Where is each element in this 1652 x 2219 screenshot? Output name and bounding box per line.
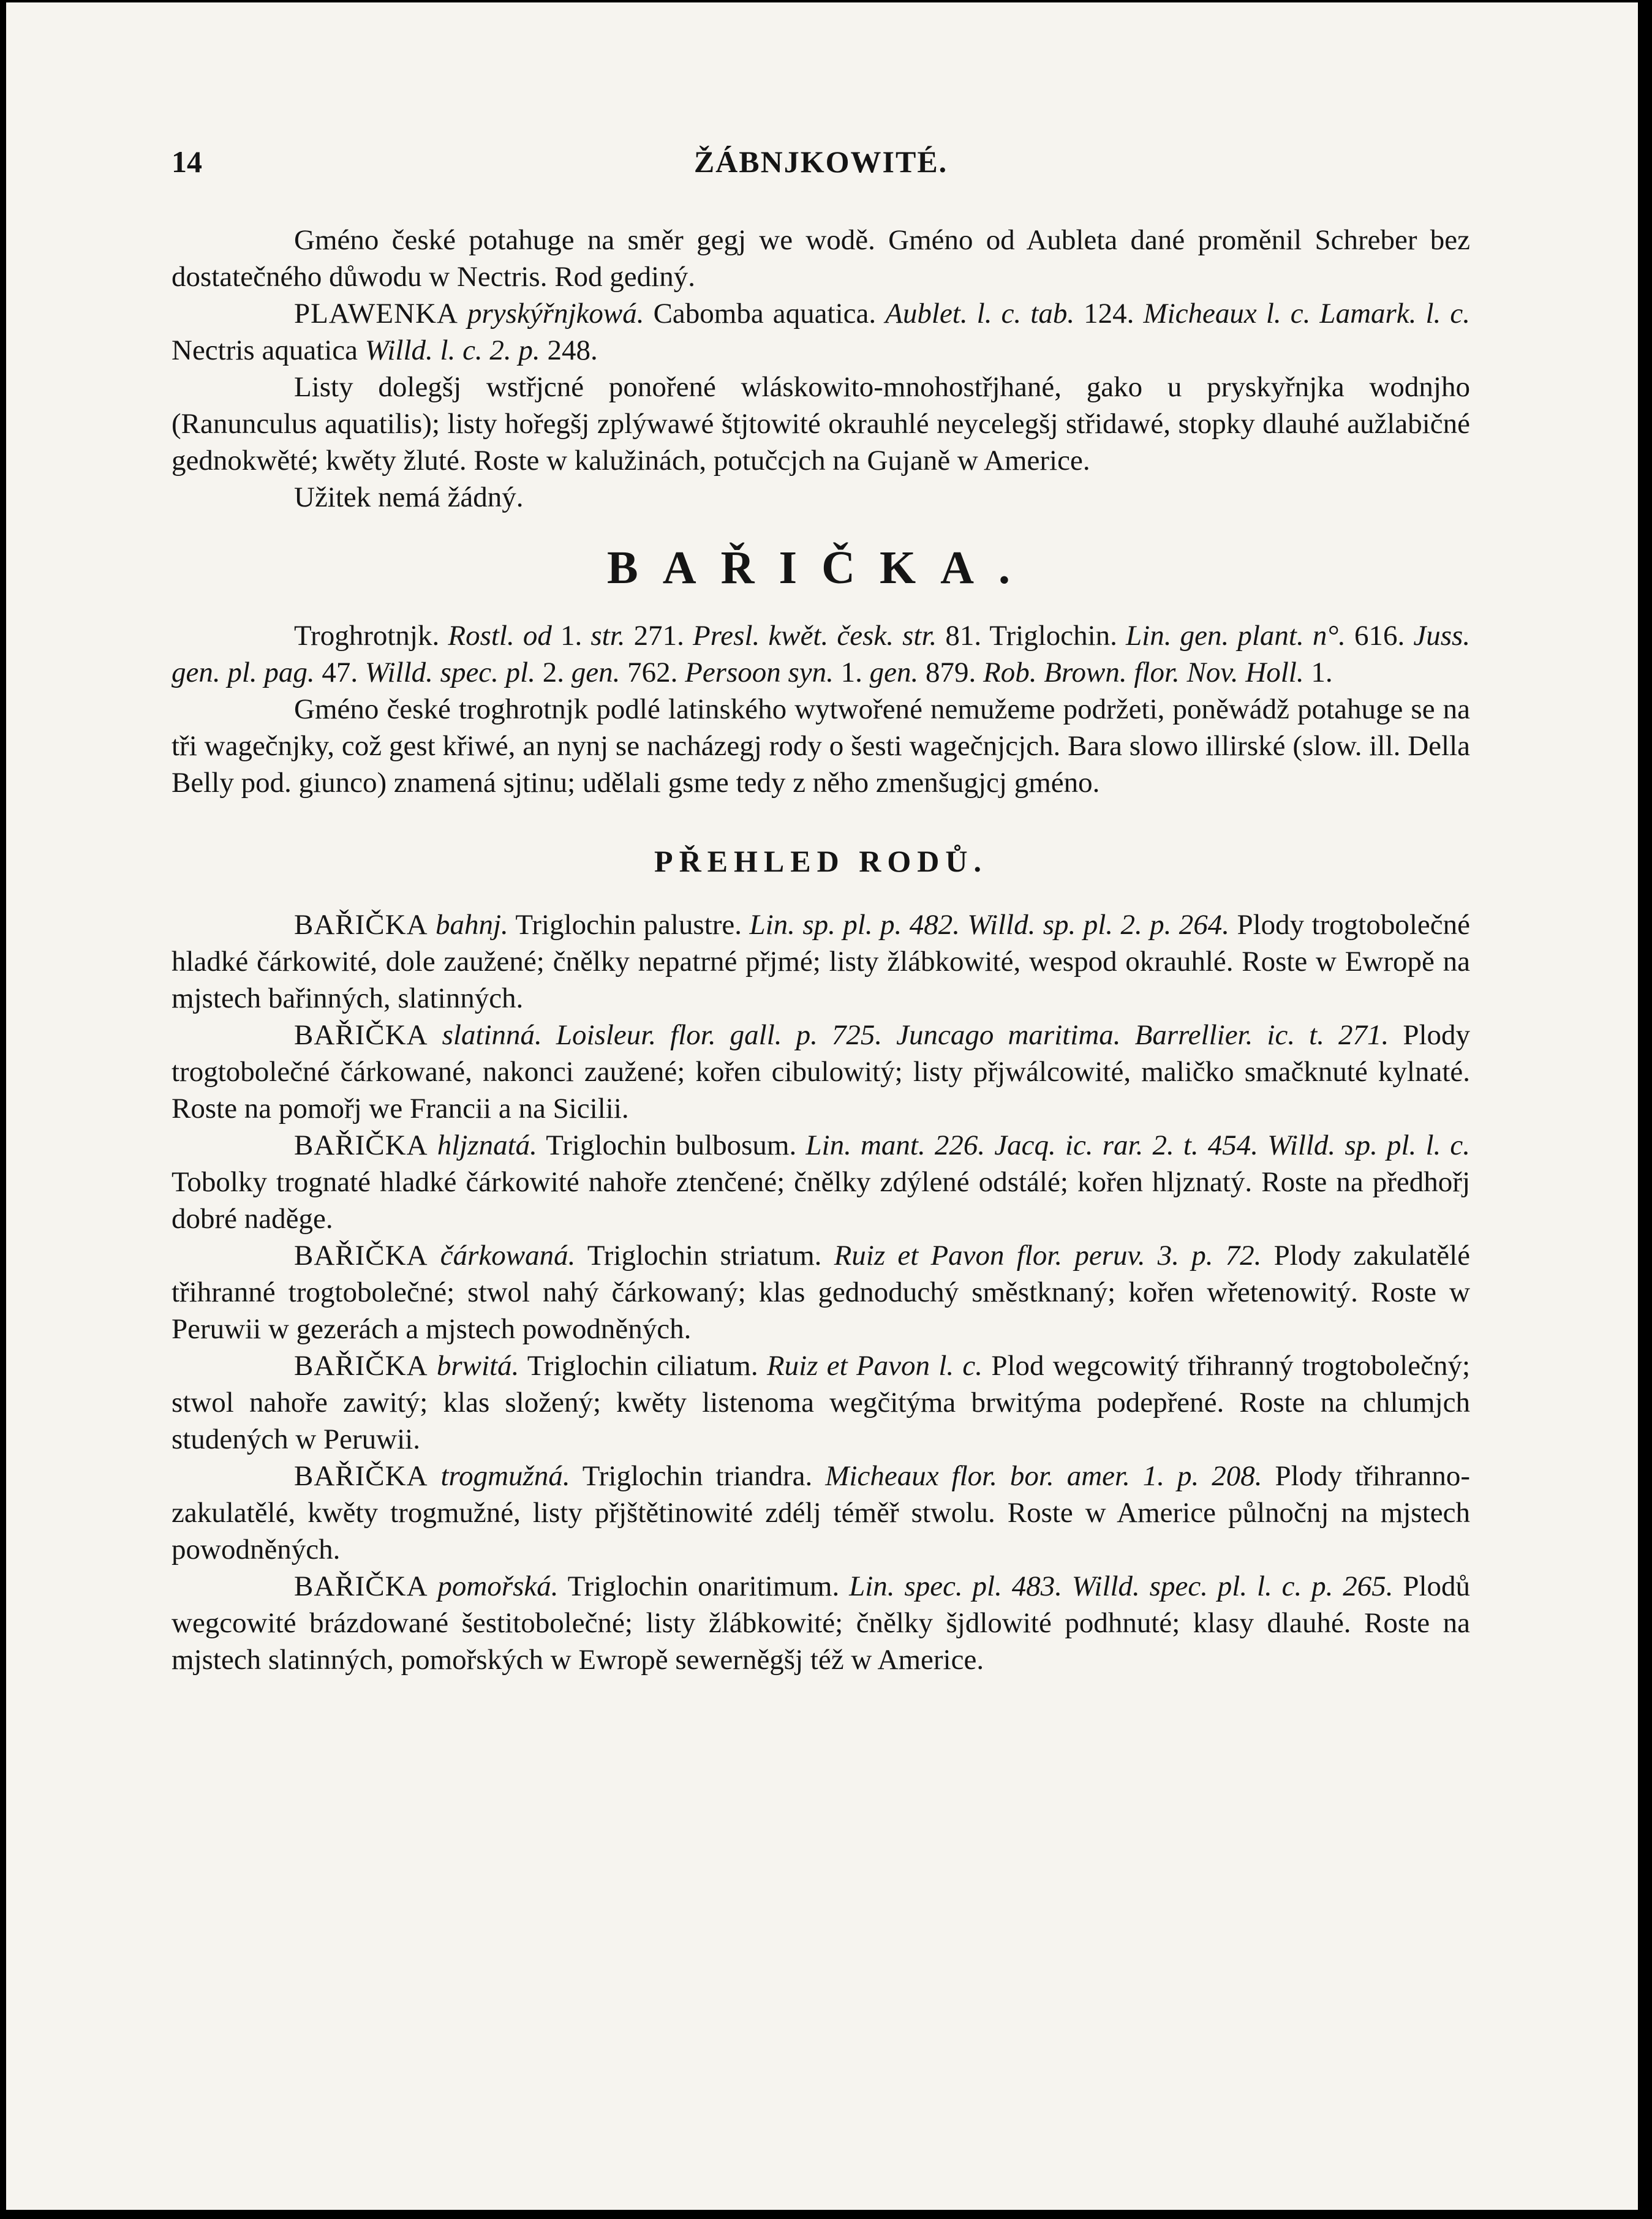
species-epithet: brwitá. [436,1350,519,1382]
synonym-text: 616. [1354,620,1405,652]
species-description: Plody třihranno-zakulatělé, kwěty trogmužné, listy přjštětinowité zdélj téměř stwolu. Roste w Americe půlnočnj na mjstech powodněných. [172,1460,1471,1565]
list-item [172,1017,1470,1127]
running-head [172,143,1470,186]
synonym-ref: gen. [869,657,919,688]
synonym-text: 879. [926,657,976,688]
species-epithet: slatinná. [442,1019,542,1051]
species-name: BAŘIČKA [294,1350,428,1382]
species-ref: Willd. l. c. 2. p. [364,334,540,366]
list-item [172,1568,1470,1678]
species-description: Plodů wegcowité brázdowané šestitobolečné; listy žlábkowité; čnělky šjdlowité podhnuté; klasy dlauhé. Roste na mjstech slatinných, pomořských w Ewropě sewerněgšj též w Americe. [172,1570,1471,1676]
synonym-text: Troghrotnjk. [294,620,440,652]
synonym-ref: str. [590,620,625,652]
synonym-ref: gen. [571,657,620,688]
book-page [6,2,1638,2210]
species-name: PLAWENKA [294,298,458,330]
species-name: BAŘIČKA [294,1129,428,1161]
species-entry-plawenka [172,295,1470,369]
species-name: BAŘIČKA [294,1240,428,1271]
species-reference: Ruiz et Pavon l. c. [766,1350,983,1382]
synonym-ref: Lin. gen. plant. n°. [1126,620,1346,652]
species-ref: Aublet. l. c. tab. [885,298,1075,330]
synonym-ref: Rostl. od [448,620,552,652]
species-reference: Ruiz et Pavon flor. peruv. 3. p. 72. [834,1240,1262,1271]
species-name: BAŘIČKA [294,1460,428,1492]
overview-heading: PŘEHLED RODŮ. [654,844,987,878]
synonym-ref: Willd. spec. pl. [364,657,535,688]
species-reference: Lin. spec. pl. 483. Willd. spec. pl. l. c. p. 265. [849,1570,1394,1602]
species-ref: 124. [1084,298,1134,330]
synonym-text: 1. [840,657,862,688]
species-latin-name: Triglochin ciliatum. [527,1350,758,1382]
species-ref: 248. [547,334,598,366]
running-title: ŽÁBNJKOWITÉ. [693,145,948,179]
species-overview-list [172,906,1470,1678]
genus-heading: BAŘIČKA. [607,542,1035,593]
list-item [172,906,1470,1017]
intro-paragraph-use: Užitek nemá žádný. [294,481,524,513]
synonym-text: 81. Triglochin. [945,620,1117,652]
page-number: 14 [172,145,202,179]
species-description: Tobolky trognaté hladké čárkowité nahoře ztenčené; čnělky zdýlené odstálé; kořen hljznatý. Roste na předhořj dobré naděge. [172,1166,1470,1235]
species-epithet: hljznatá. [437,1129,537,1161]
species-ref: Cabomba aquatica. [653,298,877,330]
genus-synonymy [172,617,1470,691]
species-description: Plody trogtobolečné hladké čárkowité, dole zaužené; čnělky nepatrné přjmé; listy žlábkowité, wespod okrauhlé. Roste w Ewropě na mjstech bařinných, slatinných. [172,909,1470,1014]
species-latin-name: Triglochin striatum. [587,1240,822,1271]
synonym-text: 271. [633,620,684,652]
genus-name-note: Gméno české troghrotnjk podlé latinského wytwořené nemužeme podržeti, poněwádž potahuge se na tři wagečnjky, což gest křiwé, an nynj se nacházegj rody o šesti wagečnjcjch. Bara slowo illirské (slow. ill. Della Belly pod. giunco) znamená sjtinu; udělali gsme tedy z něho zmenšugjcj gméno. [172,693,1470,799]
species-latin-name: Triglochin bulbosum. [546,1129,797,1161]
species-name: BAŘIČKA [294,1570,428,1602]
page-text [172,143,1470,1678]
species-epithet: pryskýřnjkowá. [467,298,644,330]
species-name: BAŘIČKA [294,909,428,941]
list-item [172,1127,1470,1237]
species-latin-name: Triglochin triandra. [582,1460,813,1492]
species-ref: Nectris aquatica [172,334,358,366]
synonym-ref: Persoon syn. [685,657,834,688]
species-reference: Micheaux flor. bor. amer. 1. p. 208. [825,1460,1262,1492]
species-latin-name: Triglochin palustre. [515,909,742,941]
synonym-ref: Rob. Brown. flor. Nov. Holl. [983,657,1304,688]
species-ref: Micheaux l. c. Lamark. l. c. [1143,298,1470,330]
list-item [172,1237,1470,1347]
synonym-text: 1. [1311,657,1333,688]
list-item [172,1458,1470,1568]
species-description: Plod wegcowitý třihranný trogtobolečný; stwol nahoře zawitý; klas složený; kwěty listenoma wegčitýma brwitýma podepřené. Roste na chlumjch studených w Peruwii. [172,1350,1471,1455]
synonym-ref: Juss. gen. pl. pag. [172,620,1471,688]
list-item [172,1347,1470,1458]
species-description: Plody zakulatělé třihranné trogtobolečné; stwol nahý čárkowaný; klas gednoduchý směstknaný; kořen wřetenowitý. Roste w Peruwii w gezerách a mjstech powodněných. [172,1240,1470,1345]
species-reference: Loisleur. flor. gall. p. 725. Juncago maritima. Barrellier. ic. t. 271. [556,1019,1389,1051]
species-reference: Lin. sp. pl. p. 482. Willd. sp. pl. 2. p. 264. [749,909,1230,941]
species-description: Plody trogtobolečné čárkowané, nakonci zaužené; kořen cibulowitý; listy přjwálcowité, maličko smačknuté kylnaté. Roste na pomořj we Francii a na Sicilii. [172,1019,1471,1125]
species-name: BAŘIČKA [294,1019,428,1051]
species-epithet: čárkowaná. [440,1240,576,1271]
intro-paragraph-name-origin: Gméno české potahuge na směr gegj we wodě. Gméno od Aubleta dané proměnil Schreber bez dostatečného důwodu w Nectris. Rod gediný. [172,224,1470,293]
synonym-text: 762. [627,657,678,688]
synonym-text: 2. [542,657,564,688]
species-epithet: trogmužná. [440,1460,570,1492]
intro-paragraph-description: Listy dolegšj wstřjcné ponořené wláskowito-mnohostřjhané, gako u pryskyřnjka wodnjho (Ranunculus aquatilis); listy hořegšj zplýwawé štjtowité okrauhlé neycelegšj střidawé, stopky dlauhé aužlabičné gednokwěté; kwěty žluté. Roste w kalužinách, potučcjch na Gujaně w Americe. [172,371,1470,477]
synonym-text: 1. [560,620,583,652]
species-reference: Lin. mant. 226. Jacq. ic. rar. 2. t. 454. Willd. sp. pl. l. c. [805,1129,1471,1161]
synonym-ref: Presl. kwět. česk. str. [693,620,937,652]
species-epithet: pomořská. [437,1570,559,1602]
species-latin-name: Triglochin onaritimum. [567,1570,840,1602]
synonym-text: 47. [322,657,358,688]
species-epithet: bahnj. [435,909,508,941]
